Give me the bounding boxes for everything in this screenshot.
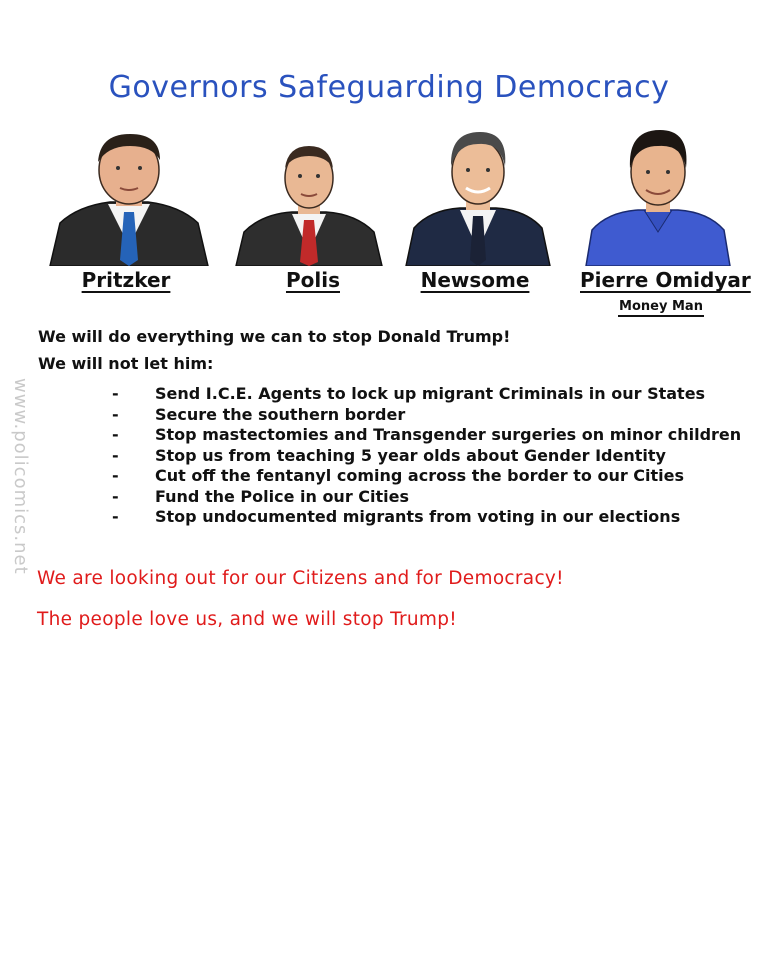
list-item: - Stop us from teaching 5 year olds about Gender Identity [112, 446, 741, 467]
name-newsome: Newsome [420, 268, 530, 292]
intro-line-1: We will do everything we can to stop Donald Trump! [38, 327, 511, 346]
pritzker-portrait [48, 128, 210, 266]
name-omidyar: Pierre Omidyar [580, 268, 751, 292]
list-item: - Cut off the fentanyl coming across the border to our Cities [112, 466, 741, 487]
omidyar-portrait [584, 128, 732, 266]
list-item: - Stop mastectomies and Transgender surgeries on minor children [112, 425, 741, 446]
name-polis: Polis [285, 268, 340, 292]
list-item: - Stop undocumented migrants from voting in our elections [112, 507, 741, 528]
name-pritzker: Pritzker [81, 268, 171, 292]
newsome-portrait [404, 128, 552, 266]
closing-line-2: The people love us, and we will stop Trump! [37, 609, 458, 630]
demands-list [112, 384, 741, 528]
page-title: Governors Safeguarding Democracy [108, 70, 670, 105]
closing-line-1: We are looking out for our Citizens and for Democracy! [37, 568, 564, 589]
list-item: - Fund the Police in our Cities [112, 487, 741, 508]
polis-portrait [234, 128, 384, 266]
intro-line-2: We will not let him: [38, 354, 214, 373]
list-item: - Send I.C.E. Agents to lock up migrant Criminals in our States [112, 384, 741, 405]
omidyar-subtitle: Money Man [618, 299, 704, 317]
list-item: - Secure the southern border [112, 405, 741, 426]
site-watermark: www.policomics.net [10, 378, 31, 575]
